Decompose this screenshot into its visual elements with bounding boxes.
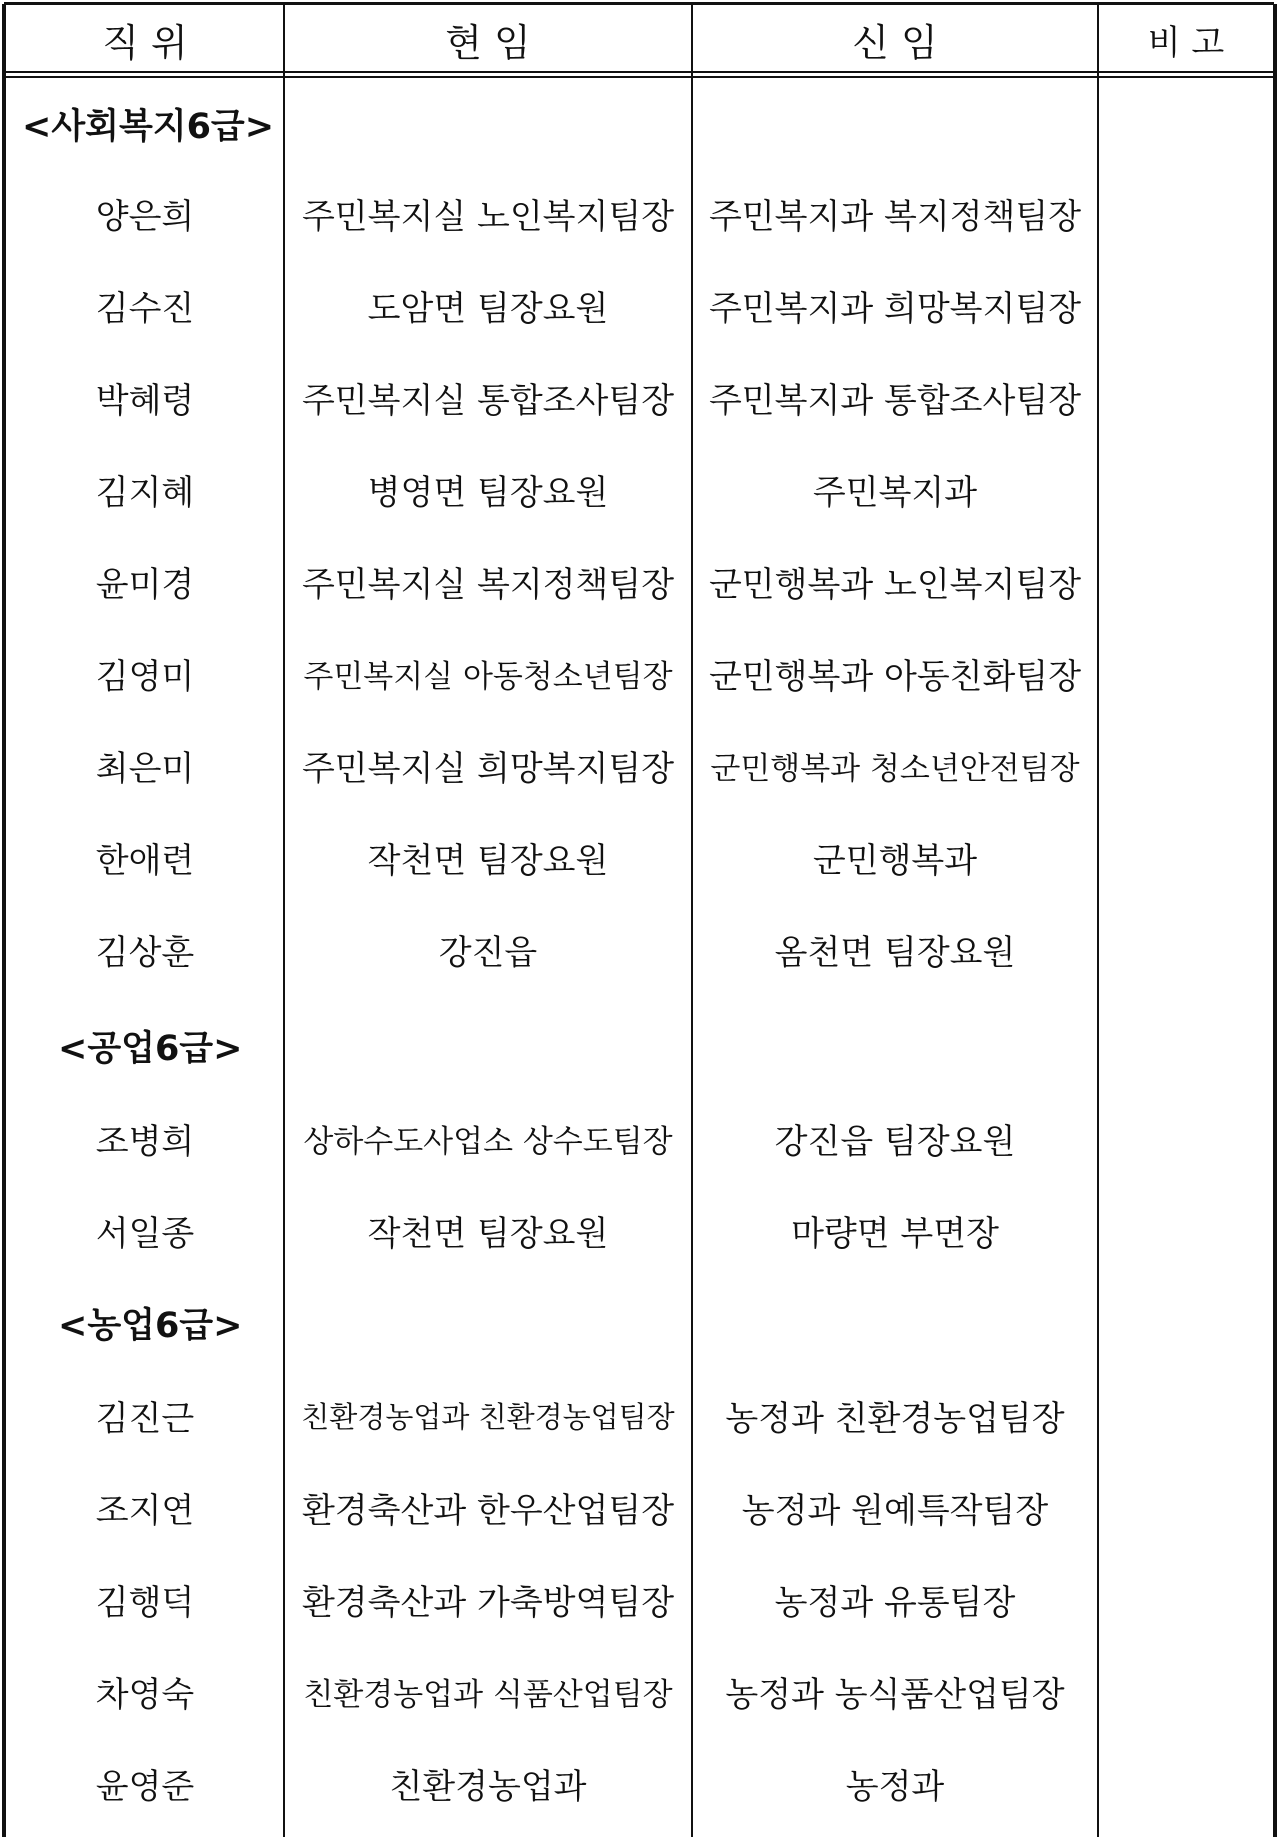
person-name: 김상훈 bbox=[95, 932, 195, 973]
table-row bbox=[0, 1092, 1280, 1184]
person-name: 서일종 bbox=[95, 1213, 195, 1254]
table-row bbox=[0, 259, 1280, 351]
person-name: 양은희 bbox=[95, 196, 195, 237]
table-row bbox=[0, 811, 1280, 903]
current-post: 친환경농업과 친환경농업팀장 bbox=[301, 1399, 675, 1434]
table-row bbox=[0, 1184, 1280, 1276]
person-name: 한애련 bbox=[95, 840, 195, 881]
new-post: 주민복지과 희망복지팀장 bbox=[708, 288, 1082, 329]
new-post: 옴천면 팀장요원 bbox=[774, 932, 1016, 973]
current-post: 주민복지실 아동청소년팀장 bbox=[303, 658, 673, 695]
current-post: 강진읍 bbox=[438, 932, 538, 973]
person-name: 윤영준 bbox=[95, 1766, 195, 1807]
person-name: 김영미 bbox=[95, 656, 195, 697]
header-current: 현 임 bbox=[445, 20, 531, 65]
table-row bbox=[0, 1553, 1280, 1645]
new-post: 농정과 bbox=[845, 1766, 945, 1807]
current-post: 주민복지실 통합조사팀장 bbox=[301, 380, 675, 421]
new-post: 군민행복과 노인복지팀장 bbox=[708, 564, 1082, 605]
person-name: 차영숙 bbox=[95, 1674, 195, 1715]
new-post: 군민행복과 bbox=[812, 840, 978, 881]
new-post: 마량면 부면장 bbox=[791, 1213, 999, 1254]
new-post: 주민복지과 통합조사팀장 bbox=[708, 380, 1082, 421]
new-post: 농정과 원예특작팀장 bbox=[741, 1490, 1049, 1531]
person-name: 김수진 bbox=[95, 288, 195, 329]
table-row bbox=[0, 443, 1280, 535]
person-name: 조지연 bbox=[95, 1490, 195, 1531]
header-new: 신 임 bbox=[852, 20, 938, 65]
current-post: 주민복지실 복지정책팀장 bbox=[301, 564, 675, 605]
person-name: 최은미 bbox=[95, 748, 195, 789]
person-name: 김진근 bbox=[95, 1398, 195, 1439]
person-name: 윤미경 bbox=[95, 564, 195, 605]
person-name: 박혜령 bbox=[95, 380, 195, 421]
person-name: 조병희 bbox=[95, 1121, 195, 1162]
current-post: 주민복지실 노인복지팀장 bbox=[301, 196, 675, 237]
table-row bbox=[0, 627, 1280, 719]
current-post: 환경축산과 한우산업팀장 bbox=[301, 1490, 675, 1531]
section-heading-agriculture: <농업6급> bbox=[58, 1306, 243, 1346]
new-post: 농정과 농식품산업팀장 bbox=[725, 1674, 1065, 1715]
section-heading-welfare: <사회복지6급> bbox=[22, 107, 275, 147]
table-row bbox=[0, 719, 1280, 811]
new-post: 강진읍 팀장요원 bbox=[774, 1121, 1016, 1162]
new-post: 군민행복과 아동친화팀장 bbox=[708, 656, 1082, 697]
table-border-top bbox=[4, 2, 1274, 5]
current-post: 친환경농업과 bbox=[389, 1766, 587, 1807]
current-post: 작천면 팀장요원 bbox=[367, 840, 609, 881]
current-post: 병영면 팀장요원 bbox=[367, 472, 609, 513]
table-row bbox=[0, 535, 1280, 627]
new-post: 농정과 유통팀장 bbox=[774, 1582, 1016, 1623]
current-post: 상하수도사업소 상수도팀장 bbox=[303, 1123, 673, 1160]
current-post: 환경축산과 가축방역팀장 bbox=[301, 1582, 675, 1623]
new-post: 군민행복과 청소년안전팀장 bbox=[710, 750, 1080, 787]
current-post: 작천면 팀장요원 bbox=[367, 1213, 609, 1254]
table-row bbox=[0, 351, 1280, 443]
table-row bbox=[0, 1369, 1280, 1461]
new-post: 주민복지과 bbox=[812, 472, 978, 513]
table-row bbox=[0, 1461, 1280, 1553]
person-name: 김지혜 bbox=[95, 472, 195, 513]
header-remark: 비 고 bbox=[1147, 22, 1225, 63]
table-row bbox=[0, 903, 1280, 995]
person-name: 김행덕 bbox=[95, 1582, 195, 1623]
table-row bbox=[0, 1645, 1280, 1737]
current-post: 친환경농업과 식품산업팀장 bbox=[303, 1676, 673, 1713]
current-post: 도암면 팀장요원 bbox=[367, 288, 609, 329]
table-row bbox=[0, 167, 1280, 259]
section-heading-industry: <공업6급> bbox=[58, 1029, 243, 1069]
header-position: 직 위 bbox=[102, 20, 188, 65]
new-post: 주민복지과 복지정책팀장 bbox=[708, 196, 1082, 237]
table-row bbox=[0, 1737, 1280, 1829]
new-post: 농정과 친환경농업팀장 bbox=[725, 1398, 1065, 1439]
current-post: 주민복지실 희망복지팀장 bbox=[301, 748, 675, 789]
